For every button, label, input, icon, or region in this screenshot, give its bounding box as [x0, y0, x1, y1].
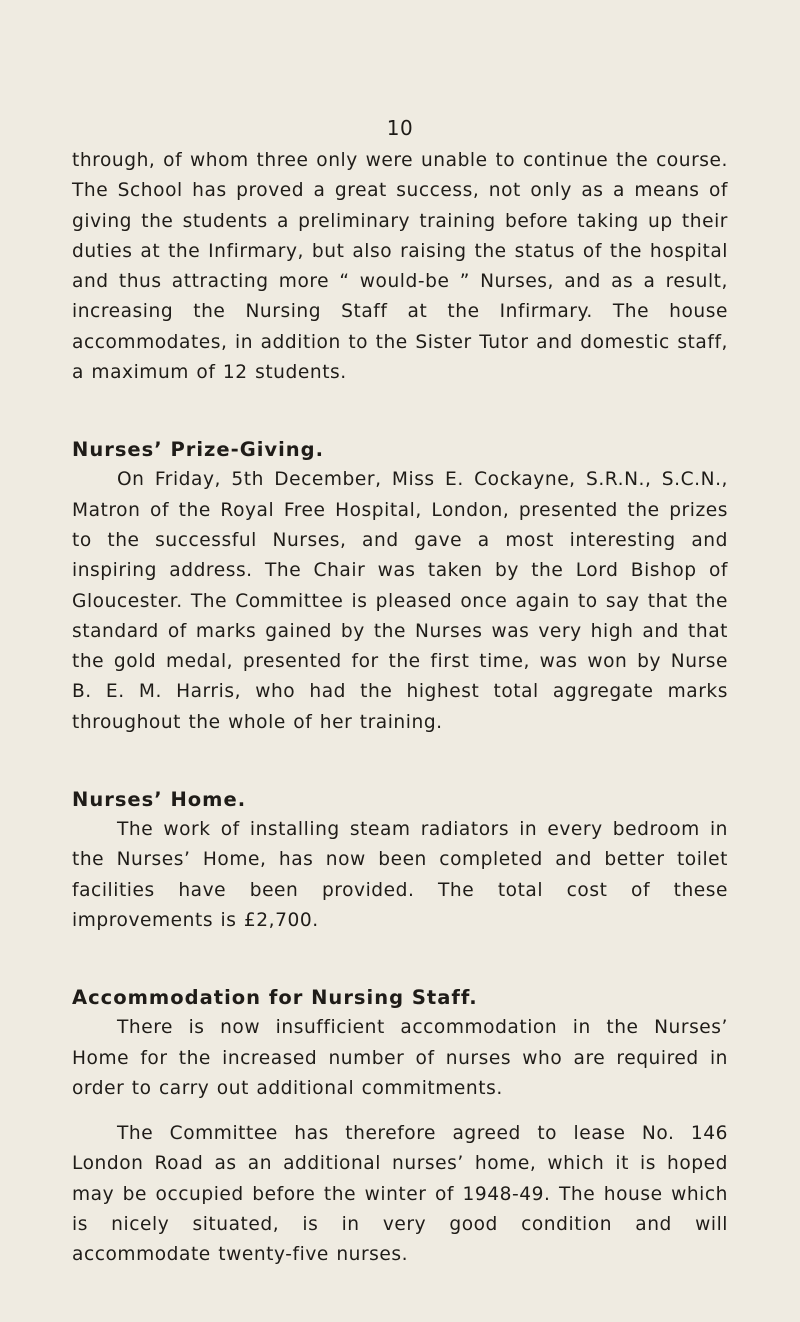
section-heading-prize-giving: Nurses’ Prize-Giving. [72, 438, 325, 462]
intro-paragraph: through, of whom three only were unable to continue the course. The School has proved a great success, not only as a means of giving the students a preliminary training before taking up their duties at the Infirmary, but also raising the status of the hospital and thus attracting more “ would-be ” Nurses, and as a result, increasing the Nursing Staff at the Infirmary. The house accommodates, in addition to the Sister Tutor and domestic staff, a maximum of 12 students. [72, 150, 728, 384]
section-prize-giving [72, 435, 728, 738]
paragraph-prize-giving: On Friday, 5th December, Miss E. Cockayne, S.R.N., S.C.N., Matron of the Royal Free Hospital, London, presented the prizes to the successful Nurses, and gave a most interesting and inspiring address. The Chair was taken by the Lord Bishop of Gloucester. The Committee is pleased once again to say that the standard of marks gained by the Nurses was very high and that the gold medal, presented for the first time, was won by Nurse B. E. M. Harris, who had the highest total aggregate marks throughout the whole of her training. [72, 469, 728, 733]
section-heading-nurses-home: Nurses’ Home. [72, 788, 247, 812]
section-nurses-home [72, 785, 728, 936]
paragraph-nurses-home: The work of installing steam radiators in every bedroom in the Nurses’ Home, has now been completed and better toilet facilities have been provided. The total cost of these improvements is £2,700. [72, 819, 728, 931]
section-accommodation [72, 983, 728, 1270]
paragraph-accommodation-2: The Committee has therefore agreed to lease No. 146 London Road as an additional nurses’ home, which it is hoped may be occupied before the winter of 1948-49. The house which is nicely situated, is in very good condition and will accommodate twenty-five nurses. [72, 1123, 728, 1266]
body-text [72, 146, 728, 1271]
paragraph-accommodation-1: There is now insufficient accommodation in the Nurses’ Home for the increased number of nurses who are required in order to carry out additional commitments. [72, 1017, 728, 1099]
page-number: 10 [386, 116, 414, 140]
section-heading-accommodation: Accommodation for Nursing Staff. [72, 986, 478, 1010]
